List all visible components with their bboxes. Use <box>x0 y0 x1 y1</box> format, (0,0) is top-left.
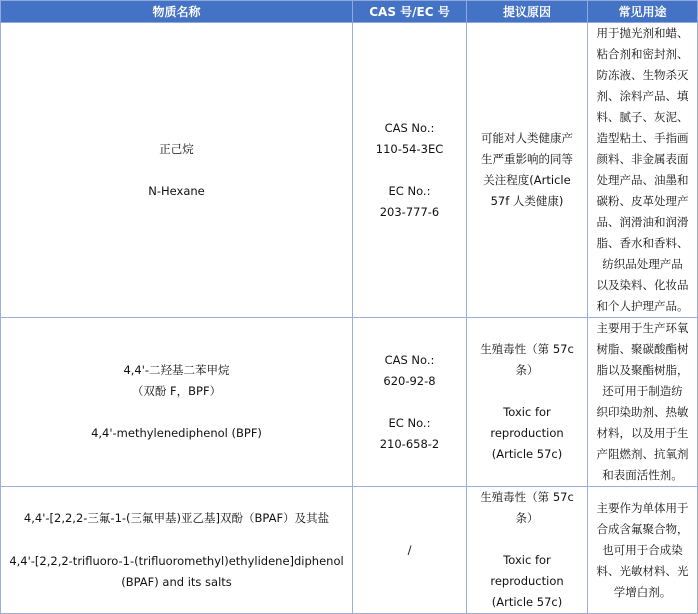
use-line: 学增白剂。 <box>613 584 672 599</box>
substance-name-abbr: （双酚 F，BPF） <box>131 384 222 398</box>
cell-cas-ec <box>353 23 467 318</box>
use-line: 剂、涂料产品、填 <box>596 89 689 103</box>
reason-line: (Article 57c) <box>491 447 563 461</box>
use-line: 脂、香水和香料、 <box>596 236 689 250</box>
cell-reason <box>467 487 588 614</box>
header-substance-name: 物质名称 <box>1 1 353 23</box>
reason-line: 关注程度(Article <box>483 173 571 187</box>
substance-name-cn: 正己烷 <box>159 141 194 156</box>
cell-common-uses <box>588 318 698 487</box>
substance-name-en: 4,4'-[2,2,2-trifluoro-1-(trifluoromethyl)ethylidene]diphenol <box>9 553 344 568</box>
use-line: 造型粘土、手指画 <box>596 131 689 145</box>
ec-label: EC No.: <box>388 415 431 430</box>
reason-line: Toxic for <box>503 405 551 419</box>
use-line: 料、光敏材料、光 <box>596 563 689 578</box>
table-row <box>1 318 698 487</box>
substance-name-en: (BPAF) and its salts <box>121 574 232 589</box>
use-line: 粘合剂和密封剂、 <box>596 47 689 61</box>
use-line: 和表面活性剂。 <box>602 468 683 482</box>
use-line: 品、润滑油和润滑 <box>596 215 689 229</box>
cell-common-uses <box>588 23 698 318</box>
use-line: 主要用于生产环氧 <box>596 321 689 335</box>
use-line: 料、腻子、灰泥、 <box>596 110 689 124</box>
use-line: 还可用于制造纺 <box>602 384 683 398</box>
use-line: 材料，以及用于生 <box>596 426 689 440</box>
use-line: 处理产品、油墨和 <box>596 173 689 187</box>
use-line: 颜料、非金属表面 <box>596 152 689 166</box>
cell-reason <box>467 318 588 487</box>
reason-line: (Article 57c) <box>491 595 563 609</box>
ec-number: 203-777-6 <box>379 204 440 219</box>
cas-label: CAS No.: <box>384 120 435 135</box>
use-line: 也可用于合成染 <box>602 542 683 557</box>
use-line: 以及染料、化妆品 <box>596 278 689 292</box>
header-row <box>1 1 698 23</box>
use-line: 织印染助剂、热敏 <box>596 405 689 419</box>
use-line: 主要作为单体用于 <box>596 500 689 515</box>
use-line: 碳粉、皮革处理产 <box>596 194 689 208</box>
reason-line: reproduction <box>490 574 564 588</box>
cell-cas-ec <box>353 487 467 614</box>
ec-number: 210-658-2 <box>379 436 440 451</box>
cell-reason <box>467 23 588 318</box>
reason-line: 生殖毒性（第 57c <box>480 342 574 356</box>
use-line: 合成含氟聚合物， <box>596 521 689 536</box>
cas-label: CAS No.: <box>384 352 435 367</box>
cell-substance-name <box>1 23 353 318</box>
cell-substance-name <box>1 487 353 614</box>
cell-substance-name <box>1 318 353 487</box>
use-line: 用于抛光剂和蜡、 <box>596 26 689 40</box>
use-line: 和个人护理产品。 <box>596 299 689 313</box>
substance-name-en: 4,4'-methylenediphenol (BPF) <box>91 426 262 440</box>
use-line: 防冻液、生物杀灭 <box>596 68 689 82</box>
cas-number: 110-54-3EC <box>375 141 444 156</box>
reason-line: Toxic for <box>503 553 551 567</box>
cas-number: 620-92-8 <box>383 373 436 388</box>
reason-line: 生严重影响的同等 <box>481 152 573 166</box>
table-row <box>1 23 698 318</box>
table-row <box>1 487 698 614</box>
substance-name-cn: 4,4'-[2,2,2-三氟-1-(三氟甲基)亚乙基]双酚（BPAF）及其盐 <box>23 510 330 525</box>
use-line: 树脂、聚碳酸酯树 <box>596 342 689 356</box>
ec-label: EC No.: <box>388 183 431 198</box>
cell-common-uses <box>588 487 698 614</box>
header-common-uses: 常见用途 <box>588 1 698 23</box>
substance-name-en: N-Hexane <box>148 183 205 198</box>
reason-line: 57f 人类健康) <box>490 194 564 208</box>
reason-line: 条） <box>515 363 539 377</box>
use-line: 纺织品处理产品 <box>602 257 683 271</box>
header-cas-ec: CAS 号/EC 号 <box>353 1 467 23</box>
cell-cas-ec <box>353 318 467 487</box>
substance-name-cn: 4,4'-二羟基二苯甲烷 <box>123 363 230 377</box>
header-reason: 提议原因 <box>467 1 588 23</box>
use-line: 产阻燃剂、抗氧剂 <box>596 447 689 461</box>
reason-line: reproduction <box>490 426 564 440</box>
reason-line: 生殖毒性（第 57c <box>480 490 574 504</box>
use-line: 脂以及聚酯树脂， <box>596 363 689 377</box>
reason-line: 可能对人类健康产 <box>481 131 573 145</box>
reason-line: 条） <box>515 511 539 525</box>
cas-number: / <box>407 542 412 557</box>
